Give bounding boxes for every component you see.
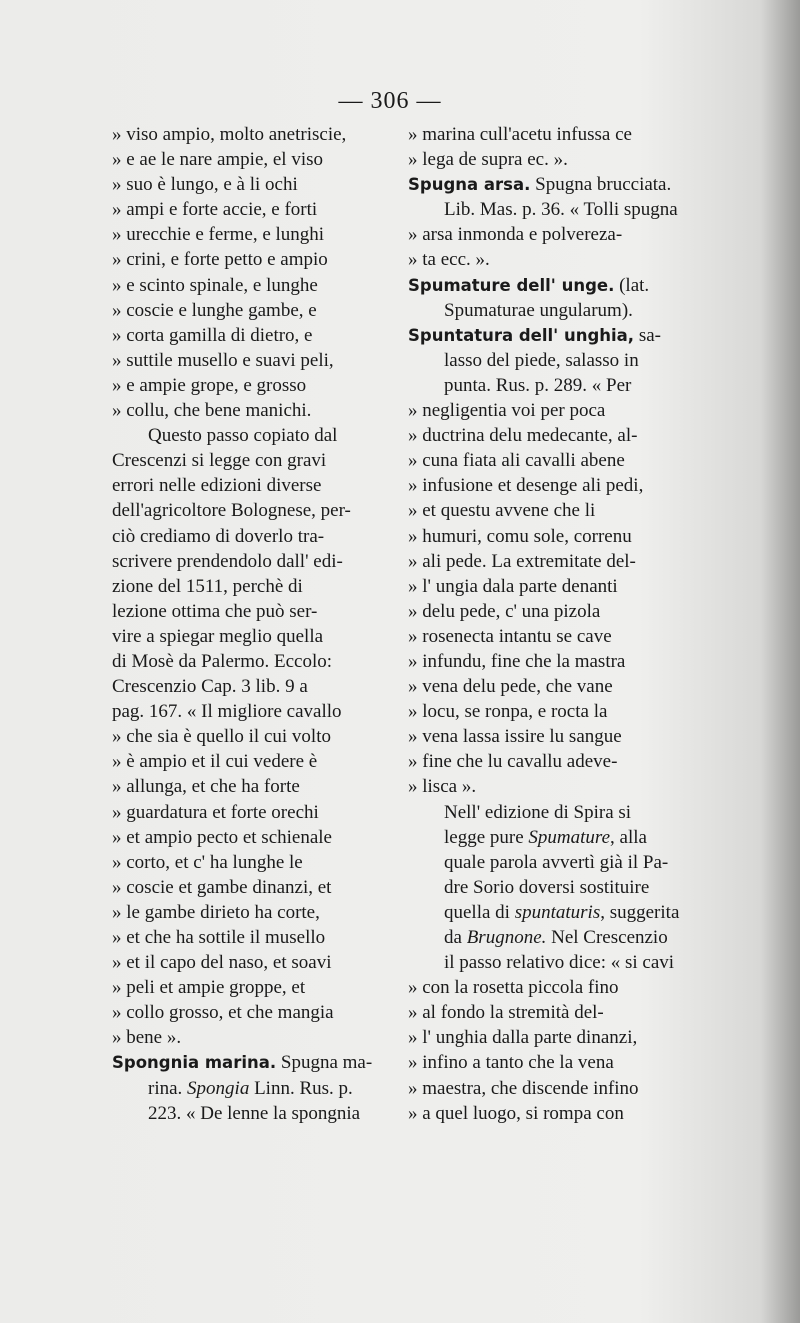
- text-line: [112, 624, 392, 649]
- italic-term: Brugnone.: [466, 927, 547, 948]
- text-line: [408, 574, 698, 599]
- line-text: » vena delu pede, che vane: [408, 676, 613, 698]
- text-line: [408, 323, 698, 348]
- line-text: vire a spiegar meglio quella: [112, 625, 324, 647]
- line-text: quella di: [444, 901, 515, 923]
- text-line: [112, 599, 392, 624]
- line-text: » urecchie e ferme, e lunghi: [112, 224, 325, 246]
- line-text: pag. 167. « Il migliore cavallo: [112, 701, 342, 723]
- text-line: [112, 122, 392, 147]
- text-line: [112, 298, 392, 323]
- line-text: » corta gamilla di dietro, e: [112, 324, 313, 346]
- text-line: [408, 749, 698, 774]
- text-line: [408, 448, 698, 473]
- text-line: [112, 699, 392, 724]
- text-line: [408, 724, 698, 749]
- text-line: [112, 800, 392, 825]
- text-line: [112, 724, 392, 749]
- text-line: [408, 624, 698, 649]
- line-text: » suttile musello e suavi peli,: [112, 349, 334, 371]
- line-text: Spumaturae ungularum).: [444, 299, 633, 321]
- line-text-rest: Linn. Rus. p.: [249, 1077, 353, 1099]
- line-text: Questo passo copiato dal: [148, 425, 338, 447]
- line-text: » peli et ampie groppe, et: [112, 977, 306, 999]
- line-text: » infino a tanto che la vena: [408, 1052, 614, 1074]
- line-text: dre Sorio doversi sostituire: [444, 876, 650, 898]
- line-text: » et ampio pecto et schienale: [112, 826, 332, 848]
- line-text: dell'agricoltore Bolognese, per-: [112, 500, 351, 522]
- text-line: [408, 950, 698, 975]
- line-text: » allunga, et che ha forte: [112, 776, 300, 798]
- line-text: » infundu, fine che la mastra: [408, 650, 626, 672]
- line-text: » vena lassa issire lu sangue: [408, 726, 622, 748]
- text-line: [408, 147, 698, 172]
- text-line: [112, 674, 392, 699]
- line-text: » et questu avvene che li: [408, 500, 596, 522]
- text-line: [408, 373, 698, 398]
- line-text: legge pure: [444, 826, 529, 848]
- text-line: [408, 649, 698, 674]
- text-line: [112, 925, 392, 950]
- text-line: [112, 950, 392, 975]
- line-text: di Mosè da Palermo. Eccolo:: [112, 650, 333, 672]
- line-text: » marina cull'acetu infussa ce: [408, 124, 632, 145]
- line-text: » maestra, che discende infino: [408, 1077, 639, 1099]
- line-text: » infusione et desenge ali pedi,: [408, 475, 644, 497]
- line-text: » l' ungia dala parte denanti: [408, 575, 618, 597]
- line-text: lasso del piede, salasso in: [444, 349, 639, 371]
- line-text: Lib. Mas. p. 36. « Tolli spugna: [444, 199, 678, 221]
- line-text: ciò crediamo di doverlo tra-: [112, 525, 325, 547]
- line-text: » locu, se ronpa, e rocta la: [408, 701, 608, 723]
- line-text: » e scinto spinale, e lunghe: [112, 274, 318, 296]
- entry-text: (lat.: [614, 274, 650, 296]
- text-line: [112, 850, 392, 875]
- line-text: » ta ecc. ».: [408, 249, 490, 271]
- line-text: Nell' edizione di Spira si: [444, 801, 632, 823]
- text-line: [408, 273, 698, 298]
- text-line: [408, 298, 698, 323]
- line-text: Crescenzi si legge con gravi: [112, 450, 327, 472]
- line-text: » ali pede. La extremitate del-: [408, 550, 636, 572]
- text-line: [112, 197, 392, 222]
- text-line: [408, 875, 698, 900]
- text-line: [112, 1101, 392, 1126]
- text-line: [408, 222, 698, 247]
- text-line: [408, 247, 698, 272]
- line-text: » al fondo la stremità del-: [408, 1002, 604, 1024]
- line-text: quale parola avvertì già il Pa-: [444, 851, 669, 873]
- text-line: [112, 247, 392, 272]
- text-line: [112, 1025, 392, 1050]
- line-text-rest: , suggerita: [600, 901, 680, 923]
- text-line: [112, 774, 392, 799]
- line-text: » rosenecta intantu se cave: [408, 625, 612, 647]
- text-line: [112, 549, 392, 574]
- text-line: [112, 975, 392, 1000]
- text-line: [112, 172, 392, 197]
- line-text: » et che ha sottile il musello: [112, 927, 326, 948]
- text-line: [408, 398, 698, 423]
- line-text: 223. « De lenne la spongnia: [148, 1102, 361, 1124]
- line-text: » et il capo del naso, et soavi: [112, 952, 332, 974]
- line-text: » delu pede, c' una pizola: [408, 600, 601, 622]
- line-text: rina.: [148, 1077, 188, 1099]
- line-text: » guardatura et forte orechi: [112, 801, 319, 823]
- line-text: Crescenzio Cap. 3 lib. 9 a: [112, 676, 308, 698]
- text-line: [408, 825, 698, 850]
- line-text: » ampi e forte accie, e forti: [112, 199, 318, 221]
- text-line: [408, 1000, 698, 1025]
- text-line: [408, 1076, 698, 1101]
- text-line: [112, 749, 392, 774]
- text-line: [112, 825, 392, 850]
- line-text: » fine che lu cavallu adeve-: [408, 751, 618, 773]
- text-line: [112, 373, 392, 398]
- line-text: da: [444, 927, 467, 948]
- line-text: » l' unghia dalla parte dinanzi,: [408, 1027, 638, 1049]
- line-text: il passo relativo dice: « si cavi: [444, 952, 675, 974]
- line-text: » negligentia voi per poca: [408, 400, 606, 422]
- line-text: » collu, che bene manichi.: [112, 400, 312, 422]
- entry-text: sa-: [634, 324, 661, 346]
- text-line: [112, 498, 392, 523]
- text-line: [408, 850, 698, 875]
- text-line: [112, 524, 392, 549]
- text-line: [112, 1050, 392, 1075]
- italic-term: Spongia: [187, 1077, 250, 1099]
- line-text: punta. Rus. p. 289. « Per: [444, 374, 632, 396]
- text-line: [408, 498, 698, 523]
- text-line: [112, 323, 392, 348]
- line-text: » coscie et gambe dinanzi, et: [112, 876, 332, 898]
- text-line: [408, 774, 698, 799]
- line-text: » arsa inmonda e polvereza-: [408, 224, 623, 246]
- text-line: [408, 549, 698, 574]
- line-text: errori nelle edizioni diverse: [112, 475, 322, 497]
- entry-headword: Spuntatura dell' unghia,: [408, 325, 635, 345]
- text-line: [408, 699, 698, 724]
- text-line: [408, 599, 698, 624]
- text-line: [408, 423, 698, 448]
- text-line: [112, 423, 392, 448]
- italic-term: Spumature: [528, 826, 611, 848]
- text-line: [408, 524, 698, 549]
- page-number: — 306 —: [338, 88, 442, 114]
- text-line: [408, 925, 698, 950]
- text-line: [408, 975, 698, 1000]
- line-text: » lega de supra ec. ».: [408, 149, 568, 171]
- text-line: [408, 800, 698, 825]
- line-text: » ductrina delu medecante, al-: [408, 425, 638, 447]
- line-text: » e ae le nare ampie, el viso: [112, 149, 324, 171]
- text-line: [408, 1025, 698, 1050]
- text-line: [408, 674, 698, 699]
- text-line: [408, 1050, 698, 1075]
- line-text: » a quel luogo, si rompa con: [408, 1102, 624, 1124]
- line-text: » crini, e forte petto e ampio: [112, 249, 328, 271]
- line-text: » che sia è quello il cui volto: [112, 726, 331, 748]
- line-text: » le gambe dirieto ha corte,: [112, 901, 320, 923]
- line-text: » viso ampio, molto anetriscie,: [112, 124, 347, 145]
- text-line: [112, 875, 392, 900]
- line-text: » corto, et c' ha lunghe le: [112, 851, 303, 873]
- entry-headword: Spugna arsa.: [408, 175, 531, 195]
- line-text: » lisca ».: [408, 776, 477, 798]
- line-text: » è ampio et il cui vedere è: [112, 751, 318, 773]
- text-line: [408, 197, 698, 222]
- left-column: [112, 122, 392, 1126]
- line-text: » cuna fiata ali cavalli abene: [408, 450, 625, 472]
- italic-term: spuntaturis: [514, 901, 601, 923]
- text-line: [112, 1000, 392, 1025]
- entry-text: Spugna ma-: [276, 1052, 373, 1074]
- line-text: » bene ».: [112, 1027, 182, 1049]
- text-line: [408, 172, 698, 197]
- text-line: [112, 348, 392, 373]
- line-text: » collo grosso, et che mangia: [112, 1002, 334, 1024]
- line-text-rest: , alla: [610, 826, 647, 848]
- line-text: » coscie e lunghe gambe, e: [112, 299, 317, 321]
- line-text: » con la rosetta piccola fino: [408, 977, 619, 999]
- text-line: [408, 348, 698, 373]
- line-text: » e ampie grope, e grosso: [112, 374, 307, 396]
- line-text-rest: Nel Crescenzio: [546, 927, 668, 948]
- line-text: zione del 1511, perchè di: [112, 575, 303, 597]
- text-line: [112, 147, 392, 172]
- text-line: [112, 900, 392, 925]
- text-line: [408, 122, 698, 147]
- line-text: lezione ottima che può ser-: [112, 600, 318, 622]
- text-line: [408, 473, 698, 498]
- entry-headword: Spongnia marina.: [112, 1053, 277, 1073]
- right-column: [408, 122, 698, 1126]
- text-line: [112, 1076, 392, 1101]
- text-line: [408, 900, 698, 925]
- text-line: [112, 473, 392, 498]
- text-line: [112, 574, 392, 599]
- text-line: [112, 448, 392, 473]
- line-text: » suo è lungo, e à li ochi: [112, 174, 298, 196]
- line-text: scrivere prendendolo dall' edi-: [112, 550, 343, 572]
- text-line: [112, 398, 392, 423]
- text-line: [408, 1101, 698, 1126]
- text-line: [112, 649, 392, 674]
- entry-headword: Spumature dell' unge.: [408, 275, 615, 295]
- entry-text: Spugna brucciata.: [530, 174, 672, 196]
- line-text: » humuri, comu sole, correnu: [408, 525, 632, 547]
- text-line: [112, 222, 392, 247]
- text-line: [112, 273, 392, 298]
